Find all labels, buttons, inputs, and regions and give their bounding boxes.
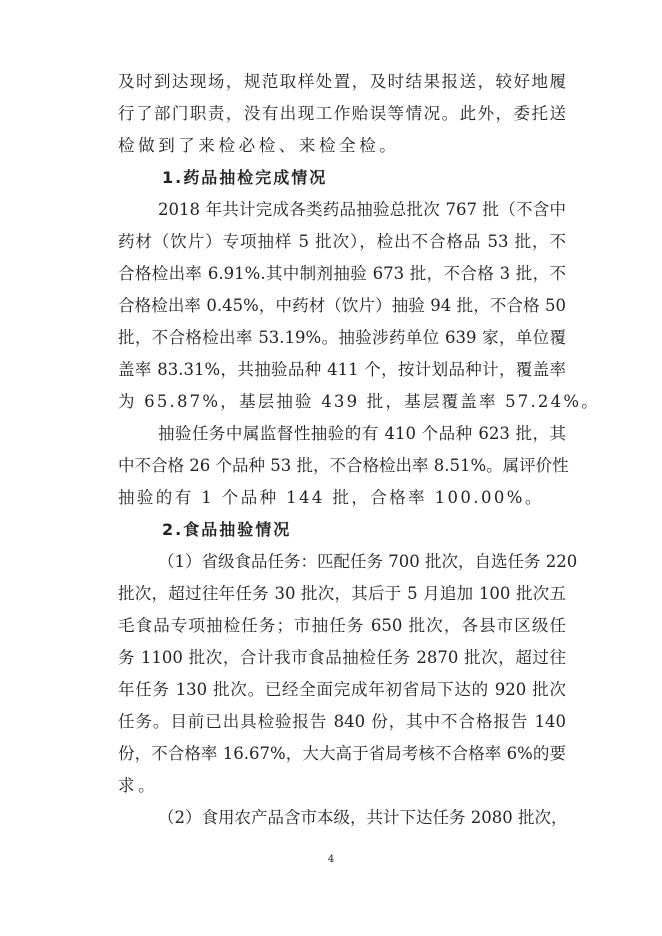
paragraph-line: 批，不合格检出率 53.19%。抽验涉药单位 639 家，单位覆 <box>118 328 566 347</box>
paragraph-line: 份，不合格率 16.67%，大大高于省局考核不合格率 6%的要 <box>118 744 566 763</box>
paragraph-line: 毛食品专项抽检任务；市抽任务 650 批次，各县市区级任 <box>118 616 566 635</box>
section-heading: 1.药品抽检完成情况 <box>162 168 328 187</box>
paragraph-line: 务 1100 批次，合计我市食品抽检任务 2870 批次，超过往 <box>118 648 566 667</box>
paragraph-line: 为 65.87%，基层抽验 439 批，基层覆盖率 57.24%。 <box>118 392 600 411</box>
paragraph-line: 及时到达现场，规范取样处置，及时结果报送，较好地履 <box>118 72 566 91</box>
paragraph-line: 检做到了来检必检、来检全检。 <box>118 136 400 155</box>
page-number: 4 <box>327 854 335 865</box>
paragraph-line: 年任务 130 批次。已经全面完成年初省局下达的 920 批次 <box>118 680 566 699</box>
paragraph-line: 中不合格 26 个品种 53 批，不合格检出率 8.51%。属评价性 <box>118 456 569 475</box>
paragraph-line: 盖率 83.31%，共抽验品种 411 个，按计划品种计，覆盖率 <box>118 360 566 379</box>
paragraph-line: 求。 <box>118 776 159 795</box>
paragraph-line: 抽验任务中属监督性抽验的有 410 个品种 623 批，其 <box>158 424 566 443</box>
paragraph-line: 合格检出率 6.91%.其中制剂抽验 673 批，不合格 3 批，不 <box>118 264 566 283</box>
paragraph-line: 药材（饮片）专项抽样 5 批次），检出不合格品 53 批，不 <box>118 232 566 251</box>
paragraph-line: 批次，超过往年任务 30 批次，其后于 5 月追加 100 批次五 <box>118 584 566 603</box>
paragraph-line: 抽验的有 1 个品种 144 批，合格率 100.00%。 <box>118 488 544 507</box>
paragraph-line: （2）食用农产品含市本级，共计下达任务 2080 批次， <box>158 808 568 827</box>
paragraph-line: 行了部门职责，没有出现工作贻误等情况。此外，委托送 <box>118 104 566 123</box>
document-body <box>118 66 600 834</box>
paragraph-line: 合格检出率 0.45%，中药材（饮片）抽验 94 批，不合格 50 <box>118 296 566 315</box>
paragraph-line: 2018 年共计完成各类药品抽验总批次 767 批（不含中 <box>158 200 566 219</box>
paragraph-line: 任务。目前已出具检验报告 840 份，其中不合格报告 140 <box>118 712 566 731</box>
paragraph-line: （1）省级食品任务：匹配任务 700 批次，自选任务 220 <box>158 552 578 571</box>
section-heading: 2.食品抽验情况 <box>162 520 292 539</box>
